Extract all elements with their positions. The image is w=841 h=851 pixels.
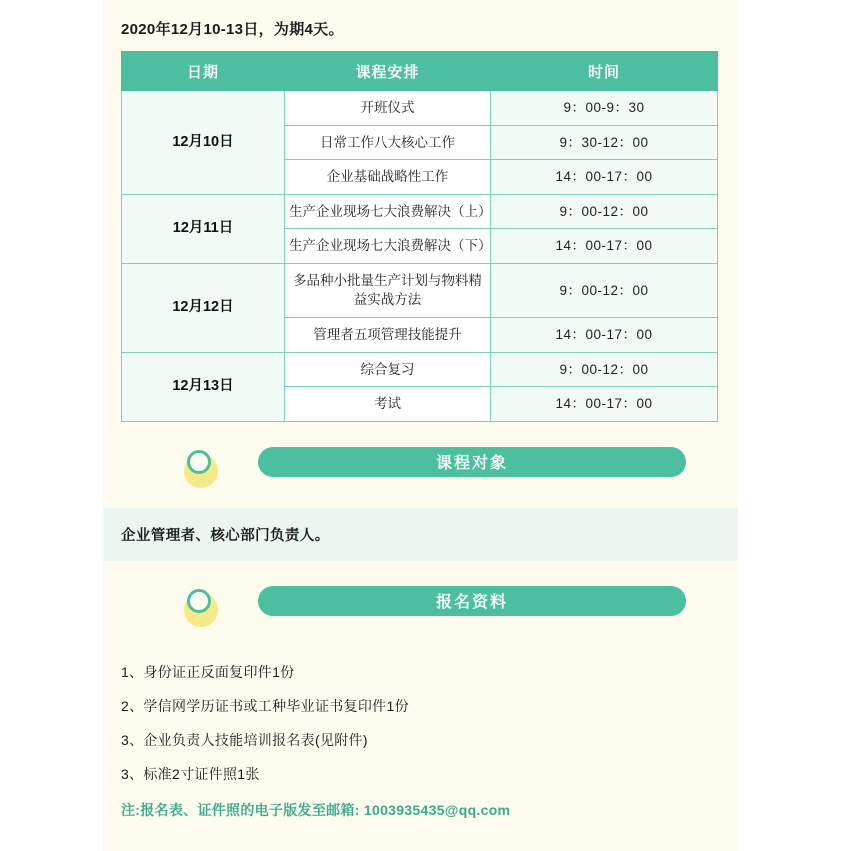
circle-decoration-icon (184, 593, 218, 627)
cell-day: 12月11日 (122, 194, 285, 263)
course-audience-text: 企业管理者、核心部门负责人。 (103, 508, 738, 561)
cell-time: 9：00-9：30 (491, 91, 718, 126)
registration-note: 注:报名表、证件照的电子版发至邮箱: 1003935435@qq.com (121, 801, 511, 818)
cell-course: 管理者五项管理技能提升 (285, 317, 491, 352)
table-row (122, 352, 718, 387)
cell-course: 生产企业现场七大浪费解决（下） (285, 229, 491, 264)
cell-course: 日常工作八大核心工作 (285, 125, 491, 160)
section-banner-registration-materials (121, 583, 720, 647)
cell-time: 14：00-17：00 (491, 229, 718, 264)
cell-day: 12月12日 (122, 263, 285, 352)
cell-time: 9：00-12：00 (491, 352, 718, 387)
date-heading: 2020年12月10-13日，为期4天。 (121, 21, 344, 38)
registration-materials-list (103, 647, 738, 830)
cell-course: 多品种小批量生产计划与物料精益实战方法 (285, 263, 491, 317)
cell-time: 14：00-17：00 (491, 160, 718, 195)
section-title-course-audience: 课程对象 (258, 447, 686, 477)
cell-course: 考试 (285, 387, 491, 422)
list-item: 2、学信网学历证书或工种毕业证书复印件1份 (121, 697, 409, 714)
cell-time: 9：30-12：00 (491, 125, 718, 160)
cell-time: 14：00-17：00 (491, 317, 718, 352)
cell-course: 生产企业现场七大浪费解决（上） (285, 194, 491, 229)
table-row (122, 91, 718, 126)
cell-course: 开班仪式 (285, 91, 491, 126)
table-header-date: 日期 (122, 52, 285, 91)
cell-time: 9：00-12：00 (491, 194, 718, 229)
table-header-row (122, 52, 718, 91)
list-item: 3、企业负责人技能培训报名表(见附件) (121, 731, 368, 748)
table-header-time: 时间 (491, 52, 718, 91)
cell-course: 企业基础战略性工作 (285, 160, 491, 195)
table-row (122, 194, 718, 229)
list-item: 1、身份证正反面复印件1份 (121, 663, 295, 680)
cell-course: 综合复习 (285, 352, 491, 387)
schedule-table (121, 51, 718, 422)
list-item: 3、标准2寸证件照1张 (121, 765, 260, 782)
cell-day: 12月13日 (122, 352, 285, 421)
content-column (103, 0, 738, 851)
circle-decoration-icon (184, 454, 218, 488)
cell-time: 14：00-17：00 (491, 387, 718, 422)
table-header-course: 课程安排 (285, 52, 491, 91)
section-banner-course-audience (121, 444, 720, 508)
cell-time: 9：00-12：00 (491, 263, 718, 317)
table-row (122, 263, 718, 317)
content-inner (103, 0, 738, 830)
section-title-registration-materials: 报名资料 (258, 586, 686, 616)
cell-day: 12月10日 (122, 91, 285, 195)
